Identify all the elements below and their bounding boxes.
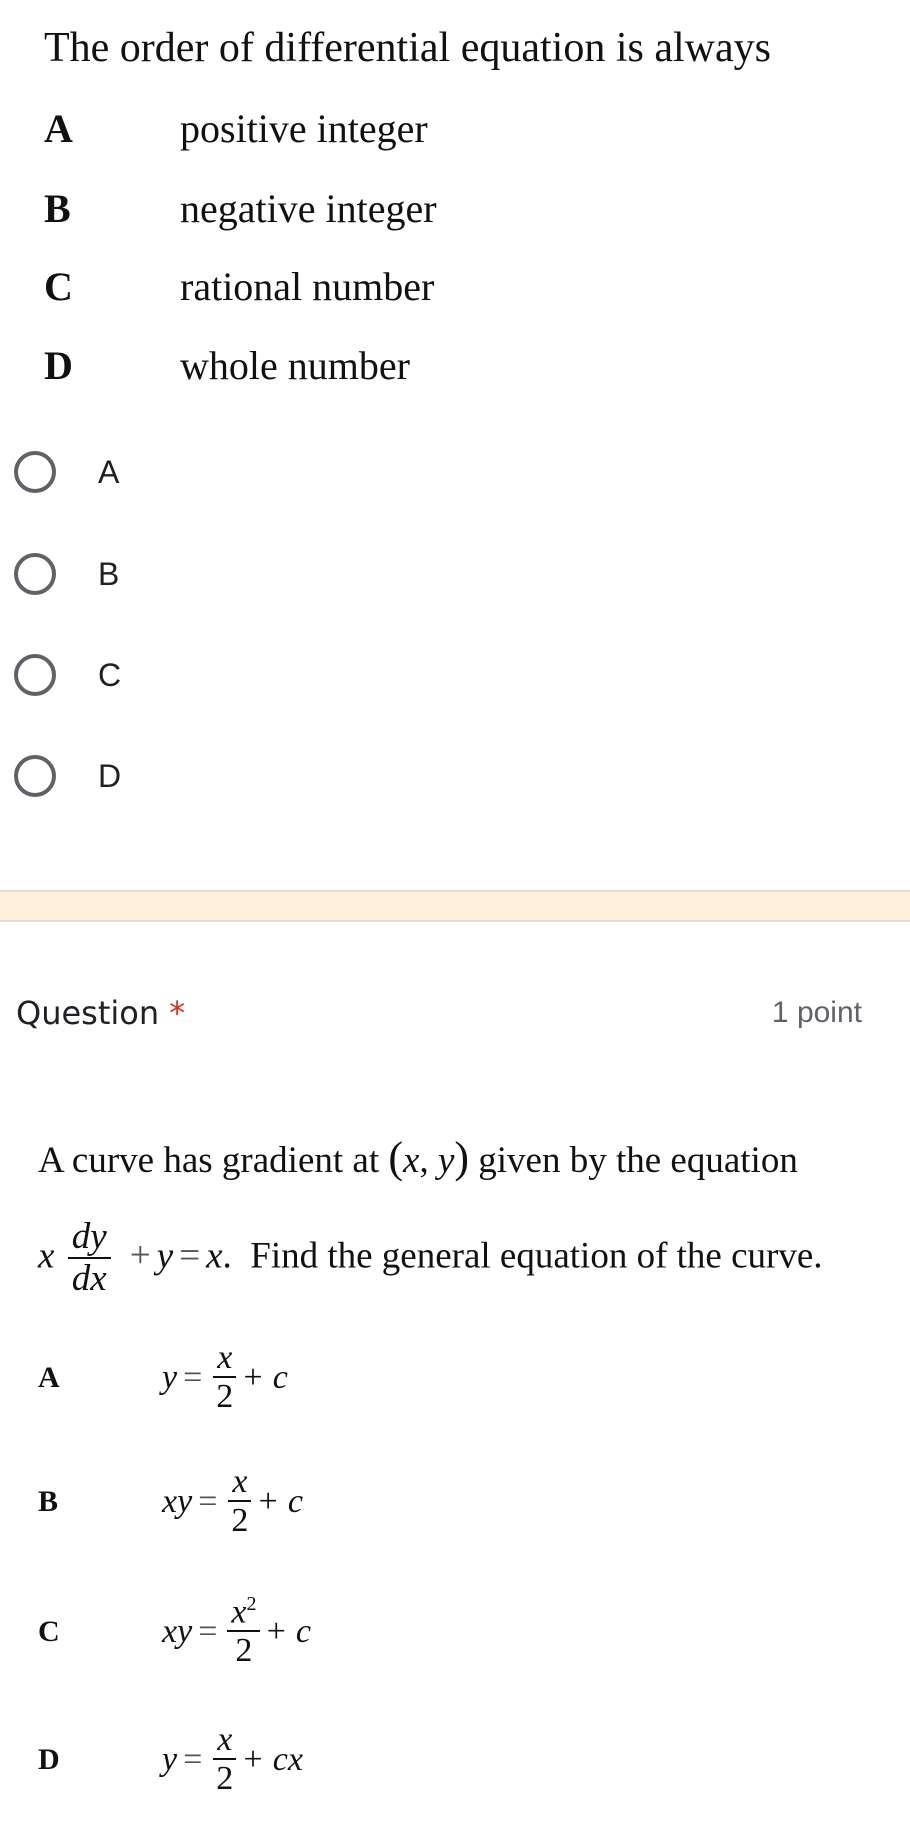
question1-option-b xyxy=(44,185,437,232)
option-letter: C xyxy=(44,264,73,309)
stem-text: given by the equation xyxy=(478,1140,798,1181)
question2-stem-line1: A curve has gradient at (x, y) given by the equation xyxy=(38,1133,798,1182)
option-letter: D xyxy=(38,1742,60,1776)
option-text: positive integer xyxy=(180,106,428,151)
points-label: 1 point xyxy=(771,996,862,1029)
question2-option-d: D y = $\frac{x}{2}$ + cx xyxy=(38,1721,303,1797)
equation-rest: + c xyxy=(264,1612,312,1650)
equation-fraction: $\frac{x}{2}$ xyxy=(212,1722,237,1797)
question1-option-d xyxy=(44,342,410,389)
equation-rest: + c xyxy=(256,1482,303,1520)
equation-lhs: xy xyxy=(162,1612,193,1650)
radio-button[interactable] xyxy=(14,755,56,797)
section-divider xyxy=(0,890,910,922)
equation-lhs: xy xyxy=(162,1482,193,1520)
radio-button[interactable] xyxy=(14,451,56,493)
option-letter: B xyxy=(44,186,71,231)
question2-option-a: A y = $\frac{x}{2}$ + c xyxy=(38,1339,288,1415)
radio-label[interactable]: A xyxy=(98,453,120,490)
radio-button[interactable] xyxy=(14,553,56,595)
question1-stem: The order of differential equation is always xyxy=(44,25,771,71)
equation-lhs: y xyxy=(162,1358,178,1396)
option-letter: D xyxy=(44,343,73,388)
option-text: negative integer xyxy=(180,186,437,231)
equation-fraction: $\frac{x}{2}$ xyxy=(227,1464,252,1539)
radio-option-c[interactable] xyxy=(14,647,121,703)
option-letter: B xyxy=(38,1484,59,1518)
question2-stem-line2: x $\frac{dy}{dx}$ + y = x. Find the general equation of the curve. xyxy=(38,1216,823,1299)
equation-rest: + c xyxy=(241,1358,288,1396)
radio-label[interactable]: B xyxy=(98,555,120,592)
question1-option-a xyxy=(44,105,428,152)
equation-rest: + cx xyxy=(241,1740,303,1778)
stem-text: A curve has gradient at xyxy=(38,1140,380,1181)
equation-fraction: $\frac{x^2}{2}$ xyxy=(227,1594,260,1669)
radio-option-a[interactable] xyxy=(14,444,119,500)
equation-lhs: y xyxy=(162,1740,178,1778)
option-letter: A xyxy=(38,1360,60,1394)
radio-label[interactable]: D xyxy=(98,757,122,794)
radio-label[interactable]: C xyxy=(98,656,122,693)
radio-button[interactable] xyxy=(14,654,56,696)
option-text: whole number xyxy=(180,343,410,388)
question2-option-b: B xy = $\frac{x}{2}$ + c xyxy=(38,1463,303,1539)
radio-option-d[interactable] xyxy=(14,748,121,804)
question2-header xyxy=(16,994,185,1032)
question-title: Question xyxy=(16,994,160,1032)
question2-option-c: C xy = $\frac{x^2}{2}$ + c xyxy=(38,1593,312,1670)
radio-option-b[interactable] xyxy=(14,546,119,602)
option-letter: A xyxy=(44,106,73,151)
equation-fraction: $\frac{x}{2}$ xyxy=(212,1340,237,1415)
stem-text: Find the general equation of the curve. xyxy=(250,1235,823,1277)
option-letter: C xyxy=(38,1614,60,1648)
required-asterisk: * xyxy=(169,994,186,1032)
derivative-fraction: $\frac{dy}{dx}$ xyxy=(68,1218,111,1300)
question1-option-c xyxy=(44,263,434,310)
option-text: rational number xyxy=(180,264,435,309)
